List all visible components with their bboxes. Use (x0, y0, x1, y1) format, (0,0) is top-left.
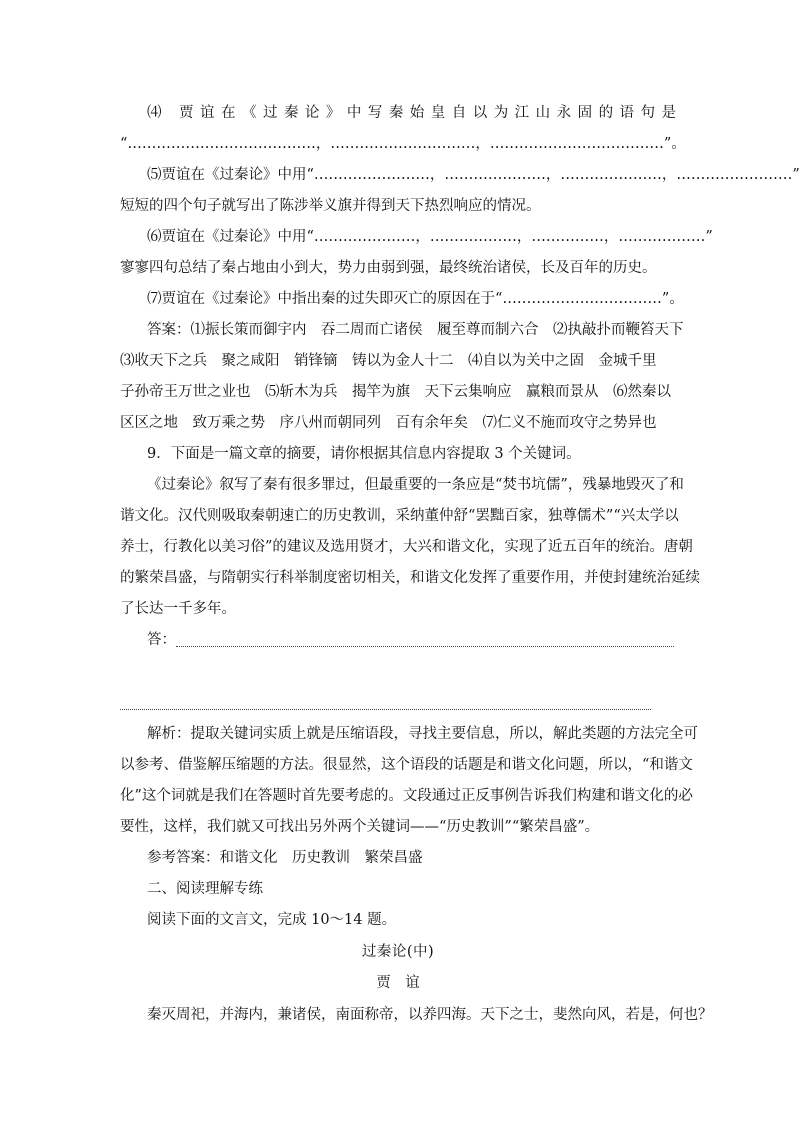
section-heading: 二、阅读理解专练 (147, 881, 263, 897)
question-6-continued: 寥寥四句总结了秦占地由小到大，势力由弱到强，最终统治诸侯，长及百年的历史。 (120, 260, 657, 276)
reference-answer: 参考答案：和谐文化 历史教训 繁荣昌盛 (147, 850, 423, 866)
answer-line-4: 区区之地 致万乘之势 序八州而朝同列 百有余年矣 ⑺仁义不施而攻守之势异也 (120, 415, 657, 431)
passage-line-5: 了长达一千多年。 (120, 601, 236, 617)
answer-line-3: 子孙帝王万世之业也 ⑸斩木为兵 揭竿为旗 天下云集响应 赢粮而景从 ⑹然秦以 (120, 384, 671, 400)
passage-line-1: 《过秦论》叙写了秦有很多罪过，但最重要的一条应是“焚书坑儒”，残暴地毁灭了和 (147, 477, 684, 493)
reading-instruction: 阅读下面的文言文，完成 10～14 题。 (147, 912, 397, 928)
answer-line-2: ⑶收天下之兵 聚之咸阳 销锋镝 铸以为金人十二 ⑷自以为关中之固 金城千里 (120, 353, 657, 369)
answer-label: 答： (147, 632, 176, 648)
analysis-line-4: 要性，这样，我们就又可找出另外两个关键词——“历史教训”“繁荣昌盛”。 (120, 819, 600, 835)
text-author: 贾 谊 (376, 975, 420, 991)
passage-line-2: 谐文化。汉代则吸取秦朝速亡的历史教训，采纳董仲舒“罢黜百家，独尊儒术”“兴太学以 (120, 508, 679, 524)
text-first-line: 秦灭周祀，并海内，兼诸侯，南面称帝，以养四海。天下之士，斐然向风，若是，何也？ (147, 1007, 713, 1023)
question-5-continued: 短短的四个句子就写出了陈涉举义旗并得到天下热烈响应的情况。 (120, 198, 541, 214)
analysis-line-3: 化”这个词就是我们在答题时首先要考虑的。文段通过正反事例告诉我们构建和谐文化的必 (120, 788, 693, 804)
answer-blank-line-1[interactable] (176, 646, 674, 647)
passage-line-3: 养士，行教化以美习俗”的建议及选用贤才，大兴和谐文化，实现了近五百年的统治。唐朝 (120, 539, 693, 555)
analysis-line-1: 解析：提取关键词实质上就是压缩语段，寻找主要信息，所以，解此类题的方法完全可 (147, 726, 698, 742)
question-9-prompt: 9．下面是一篇文章的摘要，请你根据其信息内容提取 3 个关键词。 (147, 446, 581, 462)
answer-blank-line-2[interactable] (120, 709, 651, 710)
analysis-line-2: 以参考、借鉴解压缩题的方法。很显然，这个语段的话题是和谐文化问题，所以，“和谐文 (120, 757, 693, 773)
answer-line-1: 答案：⑴振长策而御宇内 吞二周而亡诸侯 履至尊而制六合 ⑵执敲扑而鞭笞天下 (147, 322, 684, 338)
question-6-line: ⑹贾谊在《过秦论》中用“…………………，………………，……………，………………” (147, 229, 713, 245)
passage-line-4: 的繁荣昌盛，与隋朝实行科举制度密切相关，和谐文化发挥了重要作用，并使封建统治延续 (120, 570, 700, 586)
question-5-line: ⑸贾谊在《过秦论》中用“……………………，…………………，…………………，……………………” (147, 167, 800, 183)
question-7-line: ⑺贾谊在《过秦论》中指出秦的过失即灭亡的原因在于“……………………………”。 (147, 291, 684, 307)
question-4-line: ⑷ 贾谊在《过秦论》中写秦始皇自以为江山永固的语句是 (147, 105, 676, 121)
question-4-blanks: “…………………………………，…………………………，………………………………”。 (120, 136, 686, 152)
text-title: 过秦论(中) (361, 944, 435, 960)
